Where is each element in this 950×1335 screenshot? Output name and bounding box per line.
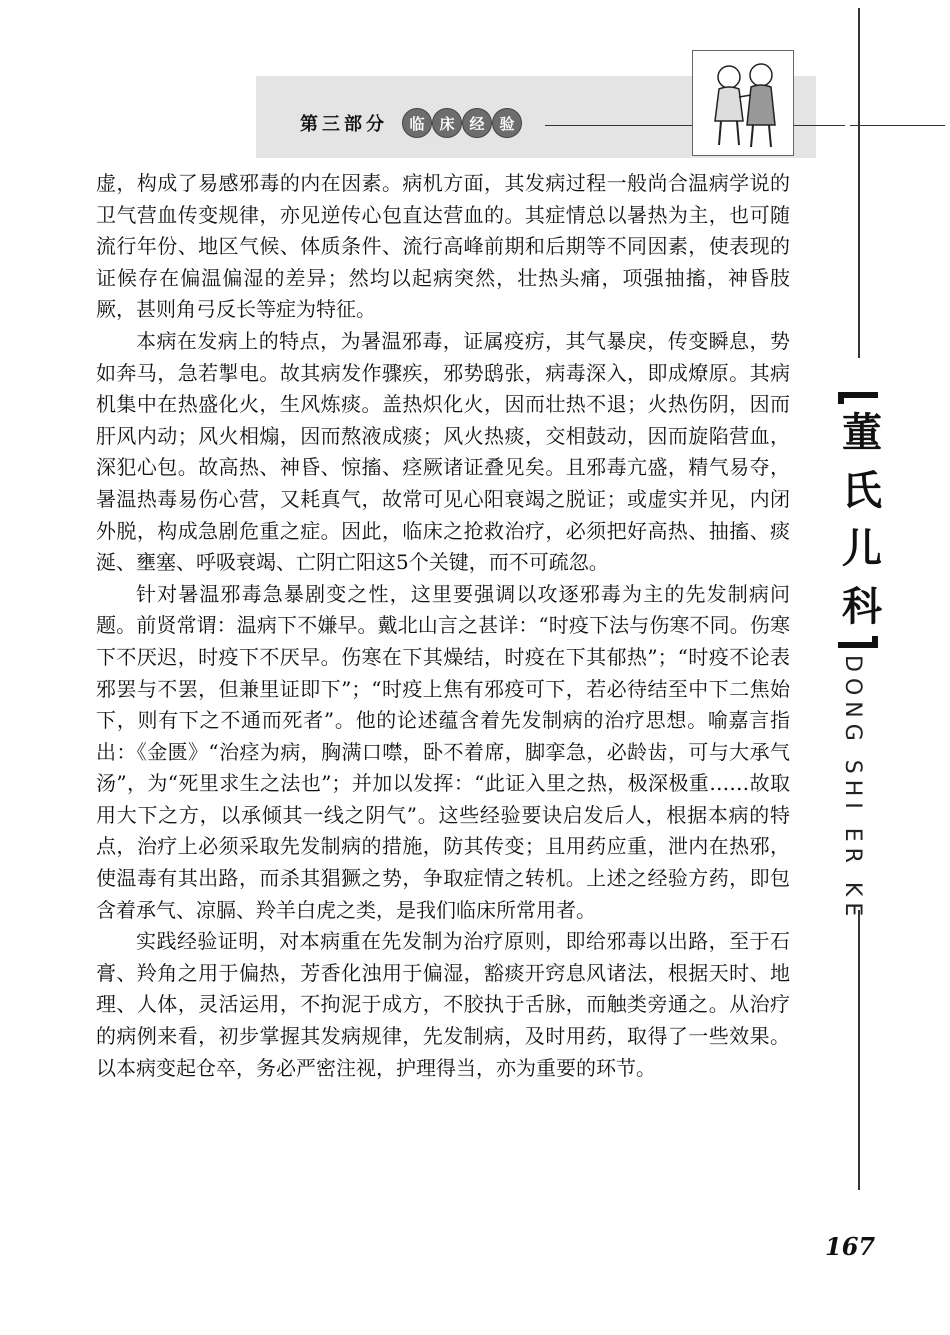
bracket-open <box>838 392 878 404</box>
book-title-char: 氏 <box>842 468 882 514</box>
margin-rule-top <box>858 8 860 358</box>
book-title-tab <box>828 392 888 648</box>
book-title-latin: DONG SHI ER KE <box>840 655 865 923</box>
book-title-char: 科 <box>842 584 882 630</box>
bracket-close <box>838 636 878 648</box>
paragraph: 虚，构成了易感邪毒的内在因素。病机方面，其发病过程一般尚合温病学说的卫气营血传变规律，亦见逆传心包直达营血的。其症情总以暑热为主，也可随流行年份、地区气候、体质条件、流行高峰前期和后期等不同因素，使表现的证候存在偏温偏湿的差异；然均以起病突然，壮热头痛，项强抽搐，神昏肢厥，甚则角弓反长等症为特征。 <box>96 171 790 322</box>
header-rule-right <box>850 125 945 126</box>
page-number: 167 <box>825 1232 876 1261</box>
children-illustration <box>692 50 794 156</box>
section-badge: 临 <box>402 108 432 138</box>
margin-rule-bottom <box>858 910 860 1190</box>
section-badge: 床 <box>432 108 462 138</box>
body-text <box>96 168 790 1084</box>
section-badge: 经 <box>462 108 492 138</box>
paragraph: 实践经验证明，对本病重在先发制为治疗原则，即给邪毒以出路，至于石膏、羚角之用于偏热，芳香化浊用于偏湿，豁痰开窍息风诸法，根据天时、地理、人体，灵活运用，不拘泥于成方，不胶执于舌脉，而触类旁通之。从治疗的病例来看，初步掌握其发病规律，先发制病，及时用药，取得了一些效果。以本病变起仓卒，务必严密注视，护理得当，亦为重要的环节。 <box>96 929 790 1080</box>
book-title-char: 董 <box>842 410 882 456</box>
book-title-char: 儿 <box>842 526 882 572</box>
paragraph: 针对暑温邪毒急暴剧变之性，这里要强调以攻逐邪毒为主的先发制病问题。前贤常谓：温病下不嫌早。戴北山言之甚详：“时疫下法与伤寒不同。伤寒下不厌迟，时疫下不厌早。伤寒在下其燥结，时疫在下其郁热”；“时疫不论表邪罢与不罢，但兼里证即下”；“时疫上焦有邪疫可下，若必待结至中下二焦始下，则有下之不通而死者”。他的论述蕴含着先发制病的治疗思想。喻嘉言指出：《金匮》“治痉为病，胸满口噤，卧不着席，脚挛急，必龄齿，可与大承气汤”，为“死里求生之法也”；并加以发挥：“此证入里之热，极深极重……故取用大下之方，以承倾其一线之阴气”。这些经验要诀启发后人，根据本病的特点，治疗上必须采取先发制病的措施，防其传变；且用药应重，泄内在热邪，使温毒有其出路，而杀其猖獗之势，争取症情之转机。上述之经验方药，即包含着承气、凉膈、羚羊白虎之类，是我们临床所常用者。 <box>96 581 790 922</box>
section-title <box>300 108 522 138</box>
section-badges <box>402 108 522 138</box>
section-badge: 验 <box>492 108 522 138</box>
paragraph: 本病在发病上的特点，为暑温邪毒，证属疫疠，其气暴戾，传变瞬息，势如奔马，急若掣电。故其病发作骤疾，邪势鸱张，病毒深入，即成燎原。其病机集中在热盛化火，生风炼痰。盖热炽化火，因而壮热不退；火热伤阴，因而肝风内动；风火相煽，因而熬液成痰；风火热痰，交相鼓动，因而旋陷营血，深犯心包。故高热、神昏、惊搐、痉厥诸证叠见矣。且邪毒亢盛，精气易夺，暑温热毒易伤心营，又耗真气，故常可见心阳衰竭之脱证；或虚实并见，内闭外脱，构成急剧危重之症。因此，临床之抢救治疗，必须把好高热、抽搐、痰涎、壅塞、呼吸衰竭、亡阴亡阳这5个关键，而不可疏忽。 <box>96 328 790 575</box>
section-label: 第三部分 <box>300 114 388 135</box>
